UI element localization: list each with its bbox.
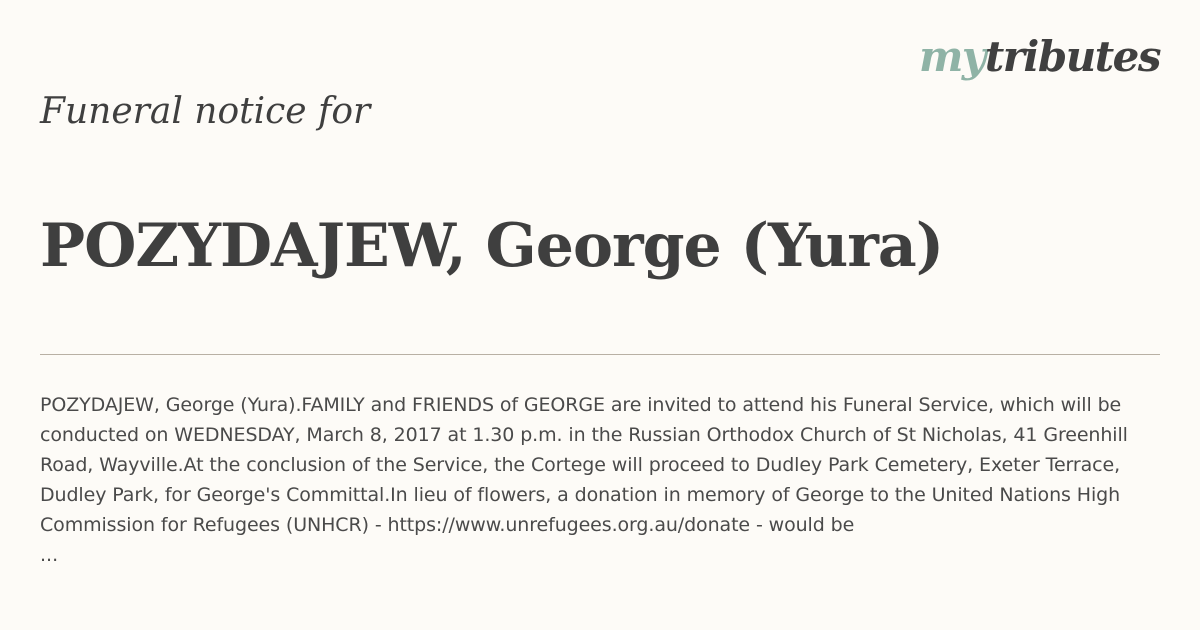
- notice-body: POZYDAJEW, George (Yura).FAMILY and FRIENDS of GEORGE are invited to attend his Funeral Service, which will be conducted on WEDNESDAY, March 8, 2017 at 1.30 p.m. in the Russian Orthodox Church of St Nicholas, 41 Greenhill Road, Wayville.At the conclusion of the Service, the Cortege will proceed to Dudley Park Cemetery, Exeter Terrace, Dudley Park, for George's Committal.In lieu of flowers, a donation in memory of George to the United Nations High Commission for Refugees (UNHCR) - https://www.unrefugees.org.au/donate - would be: [40, 394, 1128, 536]
- logo-my: my: [918, 32, 985, 81]
- section-divider: [40, 354, 1160, 355]
- truncation-ellipsis: ...: [40, 544, 59, 566]
- mytributes-logo[interactable]: [918, 32, 1160, 81]
- logo-tributes: tributes: [984, 32, 1160, 81]
- notice-kicker: Funeral notice for: [40, 91, 371, 132]
- deceased-name: POZYDAJEW, George (Yura): [40, 211, 944, 281]
